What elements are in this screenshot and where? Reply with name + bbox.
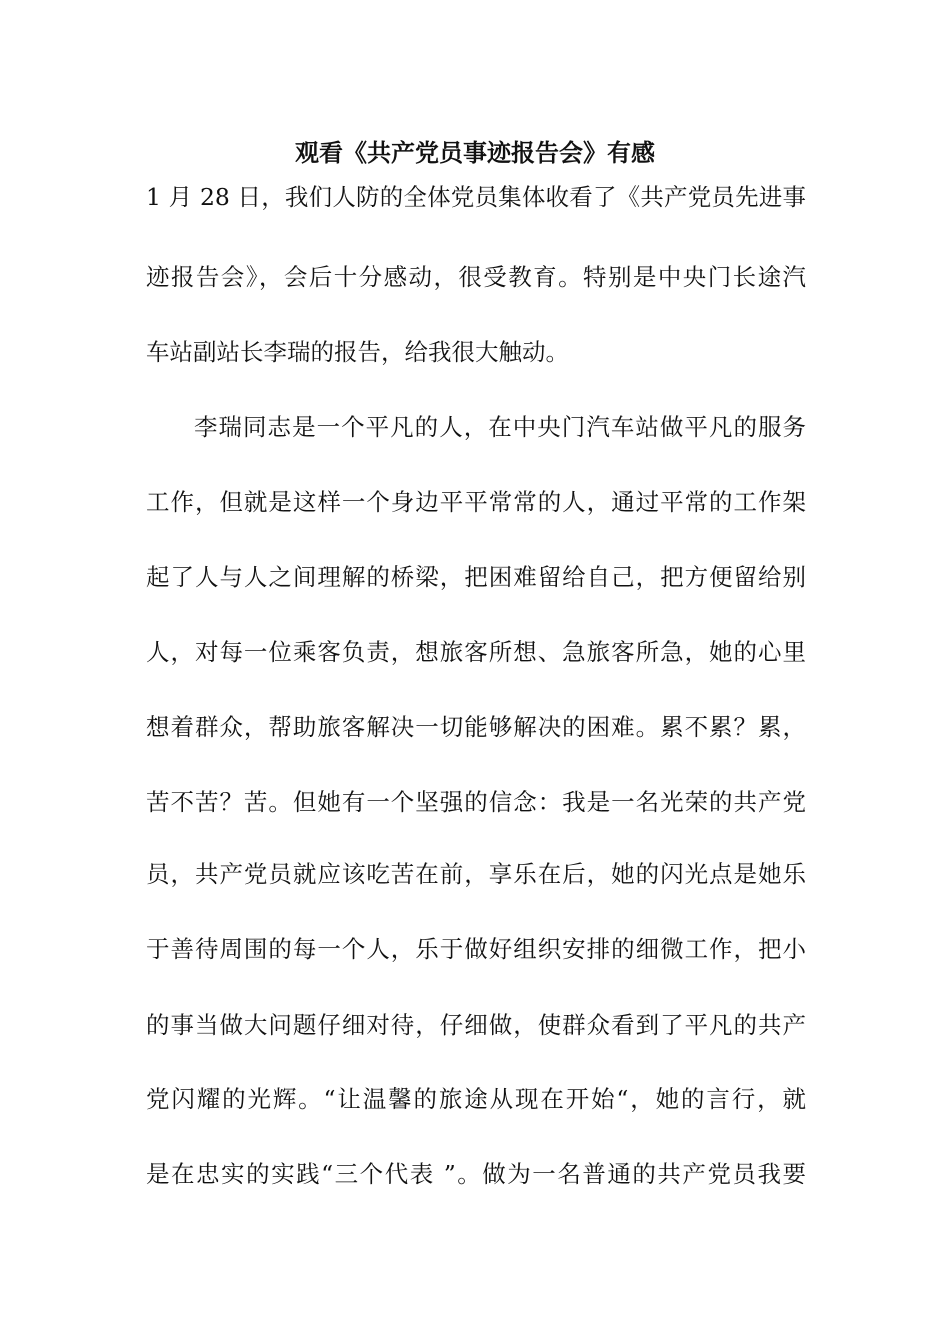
paragraph-1-line: 1 月 28 日，我们人防的全体党员集体收看了《共产党员先进事: [146, 183, 806, 211]
paragraph-1-line: 车站副站长李瑞的报告，给我很大触动。: [146, 338, 569, 366]
document-title: 观看《共产党员事迹报告会》有感: [295, 138, 655, 167]
paragraph-2-line: 员，共产党员就应该吃苦在前，享乐在后，她的闪光点是她乐: [146, 860, 806, 888]
paragraph-2-line: 于善待周围的每一个人，乐于做好组织安排的细微工作，把小: [146, 935, 806, 963]
paragraph-2-line: 党闪耀的光辉。“让温馨的旅途从现在开始“，她的言行，就: [146, 1085, 806, 1113]
paragraph-2-line: 想着群众，帮助旅客解决一切能够解决的困难。累不累？累，: [146, 713, 806, 741]
paragraph-2-line: 工作，但就是这样一个身边平平常常的人，通过平常的工作架: [146, 488, 806, 516]
paragraph-2-line: 起了人与人之间理解的桥梁，把困难留给自己，把方便留给别: [146, 563, 806, 591]
paragraph-2-line: 是在忠实的实践“三个代表 ”。做为一名普通的共产党员我要: [146, 1160, 806, 1188]
paragraph-2-line: 李瑞同志是一个平凡的人，在中央门汽车站做平凡的服务: [194, 413, 806, 441]
paragraph-2-line: 人，对每一位乘客负责，想旅客所想、急旅客所急，她的心里: [146, 638, 806, 666]
paragraph-2-line: 的事当做大问题仔细对待，仔细做，使群众看到了平凡的共产: [146, 1011, 806, 1039]
paragraph-2-line: 苦不苦？苦。但她有一个坚强的信念：我是一名光荣的共产党: [146, 788, 806, 816]
paragraph-1-line: 迹报告会》，会后十分感动，很受教育。特别是中央门长途汽: [146, 263, 806, 291]
